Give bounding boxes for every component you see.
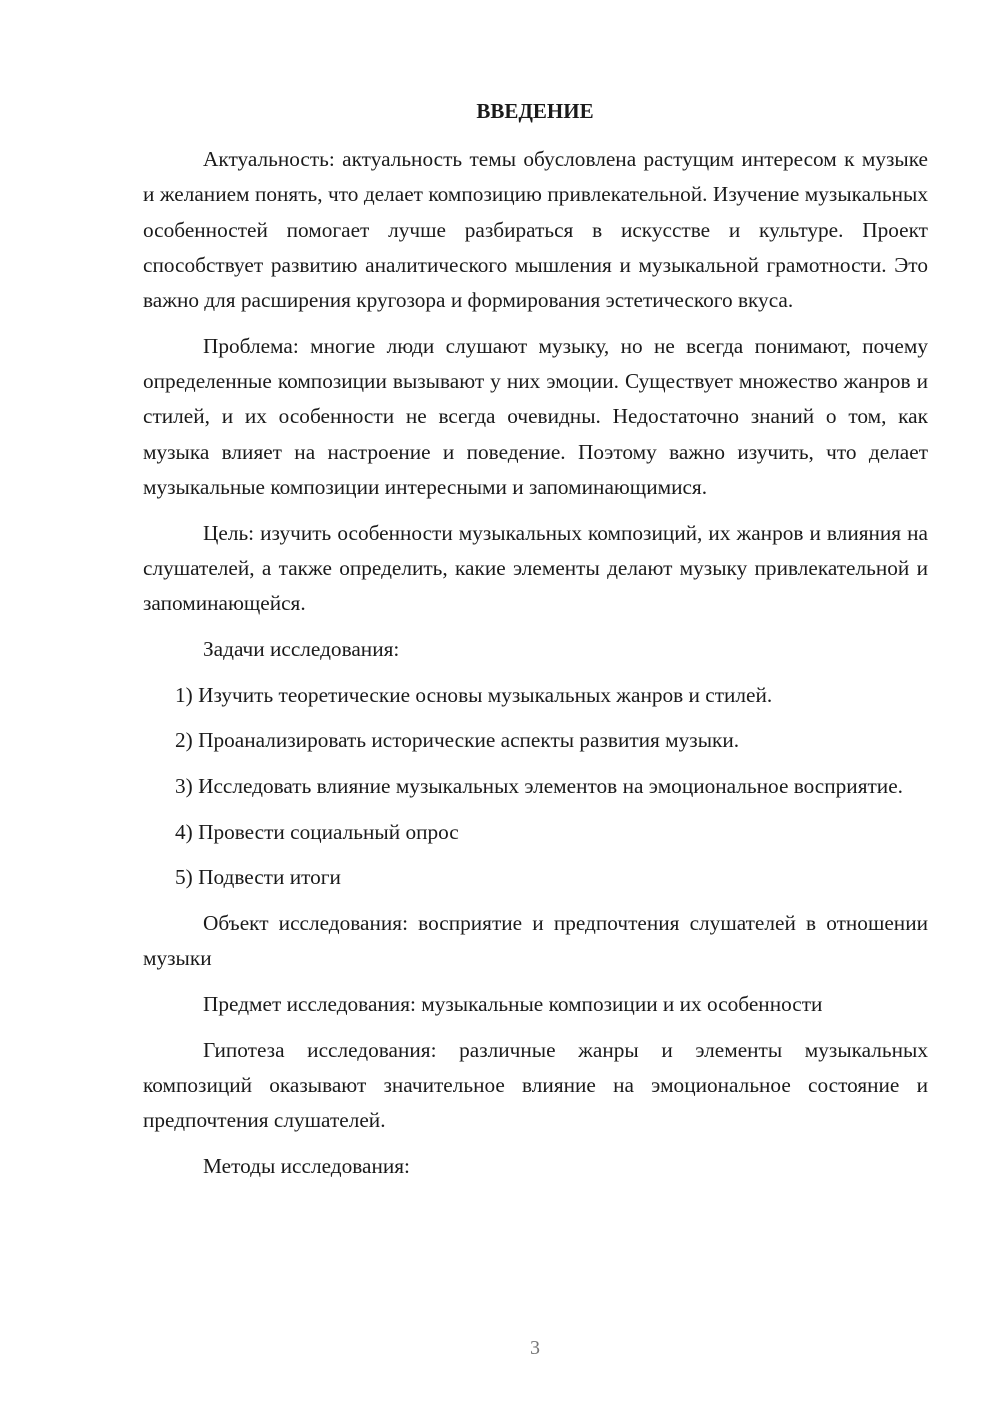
paragraph-tasks-heading: Задачи исследования: (203, 637, 400, 662)
list-item: 5) Подвести итоги (175, 865, 341, 890)
paragraph-relevance: Актуальность: актуальность темы обусловлена растущим интересом к музыке и желанием понять, что делает композицию привлекательной. Изучение музыкальных особенностей помогает лучше разбираться в искусстве и культуре. Проект способствует развитию аналитического мышления и музыкальной грамотности. Это важно для расширения кругозора и формирования эстетического вкуса. (143, 147, 928, 313)
list-item: 3) Исследовать влияние музыкальных элементов на эмоциональное восприятие. (175, 774, 903, 799)
section-heading: ВВЕДЕНИЕ (476, 99, 594, 123)
list-item: 4) Провести социальный опрос (175, 819, 459, 844)
paragraph-object: Объект исследования: восприятие и предпочтения слушателей в отношении музыки (143, 911, 928, 971)
paragraph-hypothesis: Гипотеза исследования: различные жанры и элементы музыкальных композиций оказывают значительное влияние на эмоциональное состояние и предпочтения слушателей. (143, 1037, 928, 1133)
paragraph-methods: Методы исследования: (203, 1154, 410, 1179)
body-text (143, 142, 928, 1195)
paragraph-goal: Цель: изучить особенности музыкальных композиций, их жанров и влияния на слушателей, а также определить, какие элементы делают музыку привлекательной и запоминающейся. (143, 520, 928, 616)
page-number: 3 (530, 1337, 540, 1359)
list-item: 1) Изучить теоретические основы музыкальных жанров и стилей. (175, 682, 773, 707)
list-item: 2) Проанализировать исторические аспекты развития музыки. (175, 728, 740, 753)
paragraph-problem: Проблема: многие люди слушают музыку, но не всегда понимают, почему определенные композиции вызывают у них эмоции. Существует множество жанров и стилей, и их особенности не всегда очевидны. Недостаточно знаний о том, как музыка влияет на настроение и поведение. Поэтому важно изучить, что делает музыкальные композиции интересными и запоминающимися. (143, 333, 928, 500)
paragraph-subject: Предмет исследования: музыкальные композиции и их особенности (203, 992, 823, 1017)
